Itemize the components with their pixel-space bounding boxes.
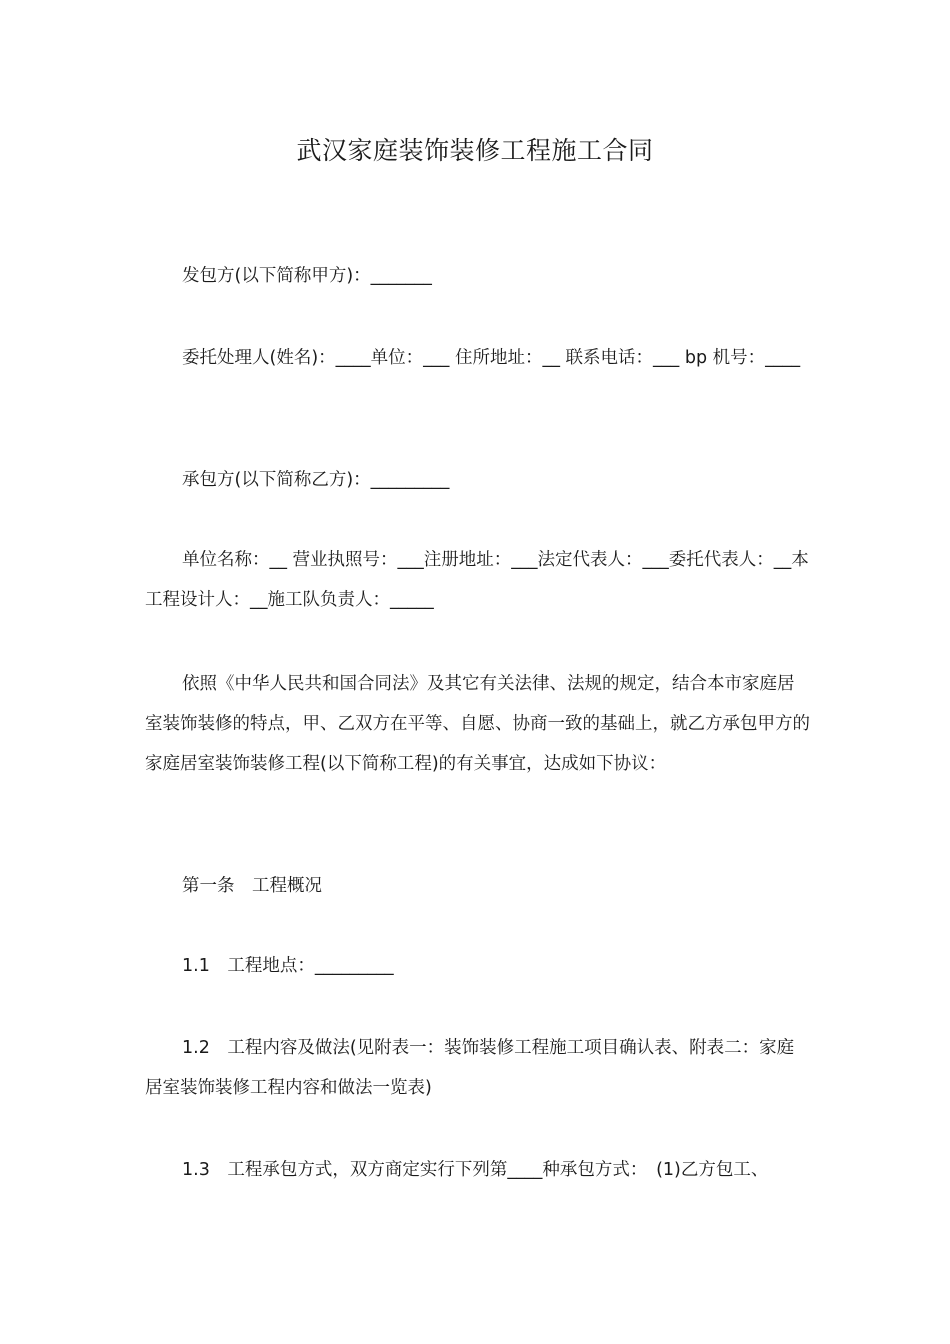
- clause-1-1: 1.1 工程地点：_________: [182, 956, 394, 976]
- clause-1-3: 1.3 工程承包方式，双方商定实行下列第____种承包方式： (1)乙方包工、: [182, 1160, 769, 1180]
- paragraph-party-a: 发包方(以下简称甲方)：_______: [182, 266, 432, 286]
- paragraph-unit-info: 单位名称：__ 营业执照号：___注册地址：___法定代表人：___委托代表人：__本工程设计人：__施工队负责人：_____: [145, 550, 809, 610]
- clause-1-2: 1.2 工程内容及做法(见附表一：装饰装修工程施工项目确认表、附表二：家庭居室装饰装修工程内容和做法一览表): [145, 1038, 795, 1098]
- document-title: 武汉家庭装饰装修工程施工合同: [296, 136, 654, 165]
- paragraph-party-b: 承包方(以下简称乙方)：_________: [182, 470, 450, 490]
- paragraph-preamble: 依照《中华人民共和国合同法》及其它有关法律、法规的规定，结合本市家庭居室装饰装修的特点，甲、乙双方在平等、自愿、协商一致的基础上，就乙方承包甲方的家庭居室装饰装修工程(以下简称工程)的有关事宜，达成如下协议：: [145, 674, 810, 774]
- paragraph-agent-info: 委托处理人(姓名)：____单位：___ 住所地址：__ 联系电话：___ bp 机号：____: [182, 348, 801, 368]
- section-heading-article-1: 第一条 工程概况: [182, 876, 322, 896]
